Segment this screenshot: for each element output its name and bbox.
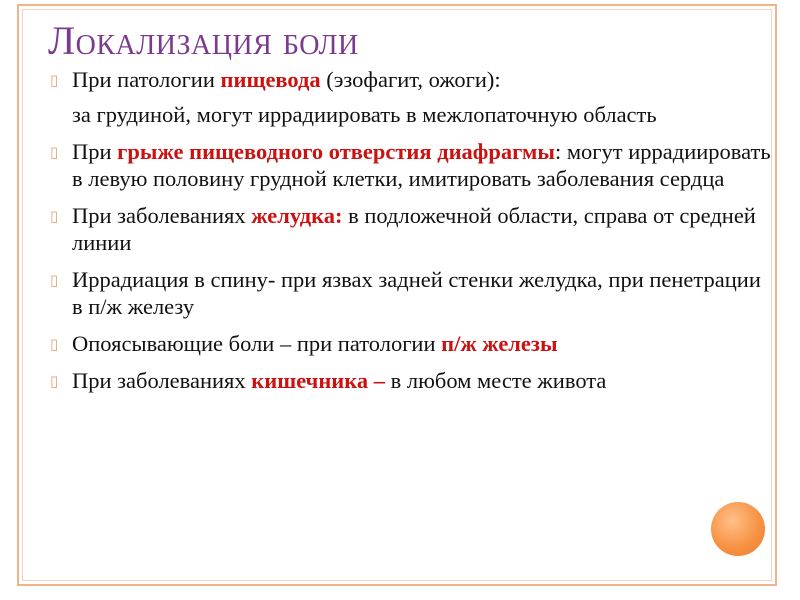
item-text-post: : могут иррадиировать в левую половину грудной клетки, имитировать заболевания сердца [72, 139, 771, 191]
item-text-pre: При заболеваниях [72, 368, 252, 393]
bullet-icon: ▯ [50, 73, 59, 89]
bullet-icon: ▯ [50, 145, 59, 161]
bullet-item-continuation [46, 101, 772, 128]
item-text: Иррадиация в спину- при язвах задней стенки желудка, при пенетрации в п/ж железу [72, 267, 761, 319]
item-highlight: кишечника – [251, 368, 385, 393]
bullet-item-back-irradiation [46, 266, 772, 320]
item-highlight: п/ж железы [441, 331, 558, 356]
item-text-post: в любом месте живота [385, 368, 607, 393]
item-text-pre: При заболеваниях [72, 203, 252, 228]
bullet-item-stomach [46, 202, 772, 256]
bullet-icon: ▯ [50, 374, 59, 390]
item-text-post: в подложечной области, справа от средней линии [72, 203, 756, 255]
decorative-orange-circle [711, 502, 765, 556]
item-highlight: желудка: [251, 203, 343, 228]
slide-title: Локализация боли [48, 18, 359, 63]
bullet-item-intestine [46, 367, 772, 394]
bullet-icon: ▯ [50, 273, 59, 289]
bullet-icon: ▯ [50, 337, 59, 353]
bullet-item-girdle-pain [46, 330, 772, 357]
bullet-icon: ▯ [50, 209, 59, 225]
bullet-item-hernia [46, 138, 772, 192]
item-text-pre: При патологии [72, 67, 221, 92]
item-text-pre: Опоясывающие боли – при патологии [72, 331, 442, 356]
slide-content [46, 66, 772, 404]
item-highlight: пищевода [220, 67, 321, 92]
item-highlight: грыже пищеводного отверстия диафрагмы [117, 139, 555, 164]
item-text-pre: При [72, 139, 118, 164]
item-text-post: (эзофагит, ожоги): [320, 67, 501, 92]
bullet-item-esophagus [46, 66, 772, 93]
item-text: за грудиной, могут иррадиировать в межлопаточную область [72, 102, 657, 127]
